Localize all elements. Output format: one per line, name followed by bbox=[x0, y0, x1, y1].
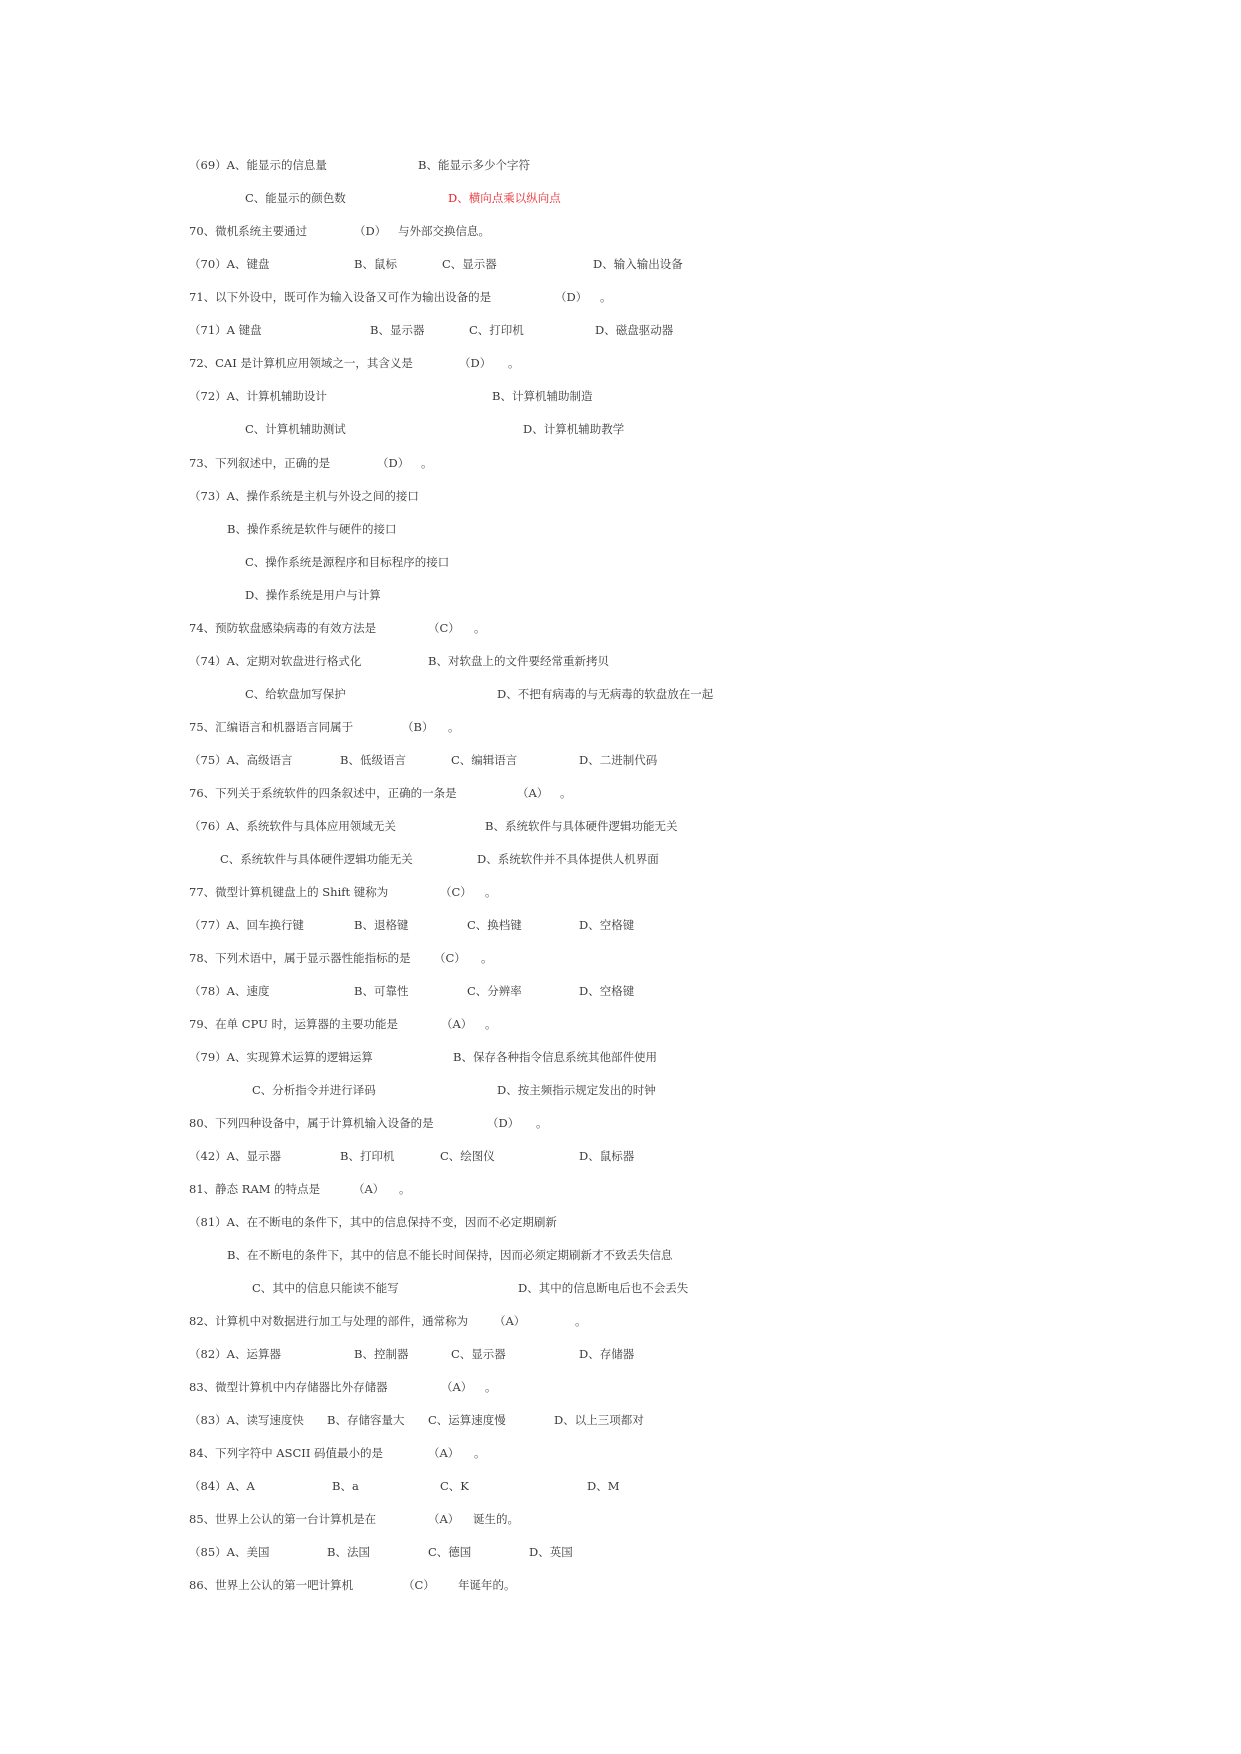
question-line bbox=[0, 1113, 1241, 1133]
question-line bbox=[0, 1146, 1241, 1166]
line-text: 78、下列术语中，属于显示器性能指标的是 bbox=[189, 951, 411, 965]
line-segment: D、空格键 bbox=[579, 984, 635, 998]
question-line bbox=[0, 155, 1241, 175]
line-text: 85、世界上公认的第一台计算机是在 bbox=[189, 1512, 377, 1526]
line-segment: B、鼠标 bbox=[354, 257, 397, 271]
line-text: （85）A、美国 bbox=[189, 1545, 270, 1559]
question-line bbox=[0, 254, 1241, 274]
line-segment: 。 bbox=[508, 356, 520, 370]
line-segment: B、显示器 bbox=[370, 323, 425, 337]
line-segment: （A） bbox=[353, 1182, 385, 1196]
line-segment: 诞生的。 bbox=[473, 1512, 519, 1526]
line-segment: D、以上三项都对 bbox=[554, 1413, 644, 1427]
question-line bbox=[0, 783, 1241, 803]
line-segment: （D） bbox=[555, 290, 588, 304]
line-segment: B、退格键 bbox=[354, 918, 409, 932]
question-line bbox=[0, 386, 1241, 406]
line-text: B、操作系统是软件与硬件的接口 bbox=[227, 522, 397, 536]
question-line bbox=[0, 1278, 1241, 1298]
line-segment: D、空格键 bbox=[579, 918, 635, 932]
question-line bbox=[0, 1476, 1241, 1496]
question-line bbox=[0, 1245, 1241, 1265]
line-segment: D、计算机辅助教学 bbox=[523, 422, 625, 436]
line-text: 75、汇编语言和机器语言同属于 bbox=[189, 720, 354, 734]
question-line bbox=[0, 1212, 1241, 1232]
question-line bbox=[0, 320, 1241, 340]
line-segment: （A） bbox=[428, 1446, 460, 1460]
line-text: （77）A、回车换行键 bbox=[189, 918, 304, 932]
line-segment: （A） bbox=[428, 1512, 460, 1526]
line-segment: C、显示器 bbox=[442, 257, 497, 271]
line-text: 77、微型计算机键盘上的 Shift 键称为 bbox=[189, 885, 389, 899]
line-segment: B、控制器 bbox=[354, 1347, 409, 1361]
question-line bbox=[0, 419, 1241, 439]
line-segment: 。 bbox=[536, 1116, 548, 1130]
question-line bbox=[0, 1179, 1241, 1199]
line-text: C、操作系统是源程序和目标程序的接口 bbox=[245, 555, 450, 569]
question-line bbox=[0, 1443, 1241, 1463]
line-segment: 。 bbox=[448, 720, 460, 734]
line-segment: B、法国 bbox=[327, 1545, 370, 1559]
line-segment: （D） bbox=[459, 356, 492, 370]
question-line bbox=[0, 1080, 1241, 1100]
line-text: C、能显示的颜色数 bbox=[245, 191, 346, 205]
line-text: 82、计算机中对数据进行加工与处理的部件，通常称为 bbox=[189, 1314, 469, 1328]
line-text: （72）A、计算机辅助设计 bbox=[189, 389, 327, 403]
question-line bbox=[0, 552, 1241, 572]
line-segment: （A） bbox=[441, 1380, 473, 1394]
line-text: C、分析指令并进行译码 bbox=[252, 1083, 376, 1097]
question-line bbox=[0, 486, 1241, 506]
line-text: C、给软盘加写保护 bbox=[245, 687, 346, 701]
line-segment: 。 bbox=[474, 621, 486, 635]
line-text: （81）A、在不断电的条件下，其中的信息保持不变，因而不必定期刷新 bbox=[189, 1215, 557, 1229]
line-segment: C、打印机 bbox=[469, 323, 524, 337]
line-segment: （C） bbox=[434, 951, 466, 965]
line-segment: D、二进制代码 bbox=[579, 753, 658, 767]
line-segment: B、保存各种指令信息系统其他部件使用 bbox=[453, 1050, 657, 1064]
line-segment: C、运算速度慢 bbox=[428, 1413, 506, 1427]
line-segment: B、系统软件与具体硬件逻辑功能无关 bbox=[485, 819, 678, 833]
line-segment: C、德国 bbox=[428, 1545, 472, 1559]
question-line bbox=[0, 1014, 1241, 1034]
line-segment: （B） bbox=[402, 720, 434, 734]
line-text: 71、以下外设中，既可作为输入设备又可作为输出设备的是 bbox=[189, 290, 492, 304]
line-text: 86、世界上公认的第一吧计算机 bbox=[189, 1578, 354, 1592]
line-segment: D、磁盘驱动器 bbox=[595, 323, 674, 337]
line-segment: C、编辑语言 bbox=[451, 753, 518, 767]
line-segment: C、换档键 bbox=[467, 918, 522, 932]
line-segment: D、系统软件并不具体提供人机界面 bbox=[477, 852, 659, 866]
line-segment: D、英国 bbox=[529, 1545, 573, 1559]
line-text: 83、微型计算机中内存储器比外存储器 bbox=[189, 1380, 388, 1394]
question-line bbox=[0, 816, 1241, 836]
line-segment: C、K bbox=[440, 1479, 469, 1493]
line-text: B、在不断电的条件下，其中的信息不能长时间保持，因而必须定期刷新才不致丢失信息 bbox=[227, 1248, 673, 1262]
line-text: 72、CAI 是计算机应用领域之一，其含义是 bbox=[189, 356, 413, 370]
line-segment: B、打印机 bbox=[340, 1149, 395, 1163]
line-text: 84、下列字符中 ASCII 码值最小的是 bbox=[189, 1446, 384, 1460]
line-segment: D、存储器 bbox=[579, 1347, 635, 1361]
line-text: 80、下列四种设备中，属于计算机输入设备的是 bbox=[189, 1116, 434, 1130]
line-segment: B、能显示多少个字符 bbox=[418, 158, 530, 172]
question-line bbox=[0, 287, 1241, 307]
question-line bbox=[0, 519, 1241, 539]
line-text: （69）A、能显示的信息量 bbox=[189, 158, 327, 172]
line-text: 73、下列叙述中，正确的是 bbox=[189, 456, 331, 470]
question-line bbox=[0, 1311, 1241, 1331]
question-line bbox=[0, 453, 1241, 473]
line-segment: （D） bbox=[354, 224, 387, 238]
line-segment: D、按主频指示规定发出的时钟 bbox=[497, 1083, 656, 1097]
line-text: C、计算机辅助测试 bbox=[245, 422, 346, 436]
answer-highlight: D、横向点乘以纵向点 bbox=[448, 191, 561, 205]
line-segment: B、存储容量大 bbox=[327, 1413, 405, 1427]
line-segment: 。 bbox=[485, 885, 497, 899]
line-text: 70、微机系统主要通过 bbox=[189, 224, 308, 238]
line-text: （75）A、高级语言 bbox=[189, 753, 293, 767]
line-segment: （C） bbox=[403, 1578, 435, 1592]
line-segment: （C） bbox=[440, 885, 472, 899]
line-segment: 。 bbox=[560, 786, 572, 800]
line-segment: 。 bbox=[575, 1314, 587, 1328]
line-segment: D、输入输出设备 bbox=[593, 257, 683, 271]
line-text: C、其中的信息只能读不能写 bbox=[252, 1281, 399, 1295]
line-segment: 。 bbox=[600, 290, 612, 304]
line-segment: D、其中的信息断电后也不会丢失 bbox=[518, 1281, 689, 1295]
line-segment: B、可靠性 bbox=[354, 984, 409, 998]
line-text: （78）A、速度 bbox=[189, 984, 270, 998]
line-segment: B、a bbox=[332, 1479, 359, 1493]
line-text: （74）A、定期对软盘进行格式化 bbox=[189, 654, 362, 668]
question-line bbox=[0, 849, 1241, 869]
line-text: （42）A、显示器 bbox=[189, 1149, 281, 1163]
line-text: 81、静态 RAM 的特点是 bbox=[189, 1182, 321, 1196]
question-line bbox=[0, 353, 1241, 373]
line-segment: C、绘图仪 bbox=[440, 1149, 495, 1163]
line-segment: 。 bbox=[481, 951, 493, 965]
line-segment: B、对软盘上的文件要经常重新拷贝 bbox=[428, 654, 609, 668]
question-line bbox=[0, 882, 1241, 902]
line-text: （79）A、实现算术运算的逻辑运算 bbox=[189, 1050, 373, 1064]
question-line bbox=[0, 915, 1241, 935]
line-text: （82）A、运算器 bbox=[189, 1347, 281, 1361]
question-line bbox=[0, 1542, 1241, 1562]
line-segment: 。 bbox=[399, 1182, 411, 1196]
line-segment: （D） bbox=[487, 1116, 520, 1130]
question-line bbox=[0, 1344, 1241, 1364]
line-segment: （A） bbox=[517, 786, 549, 800]
line-segment: 。 bbox=[485, 1380, 497, 1394]
line-segment: 年诞年的。 bbox=[458, 1578, 516, 1592]
line-segment: （C） bbox=[428, 621, 460, 635]
line-segment: C、分辨率 bbox=[467, 984, 522, 998]
question-line bbox=[0, 750, 1241, 770]
line-text: （71）A 键盘 bbox=[189, 323, 262, 337]
line-text: C、系统软件与具体硬件逻辑功能无关 bbox=[220, 852, 413, 866]
question-line bbox=[0, 1575, 1241, 1595]
line-segment: 与外部交换信息。 bbox=[398, 224, 490, 238]
question-line bbox=[0, 1509, 1241, 1529]
line-segment: C、显示器 bbox=[451, 1347, 506, 1361]
line-segment: B、计算机辅助制造 bbox=[492, 389, 593, 403]
line-segment: （D） bbox=[377, 456, 410, 470]
line-text: 74、预防软盘感染病毒的有效方法是 bbox=[189, 621, 377, 635]
question-line bbox=[0, 618, 1241, 638]
line-text: （83）A、读写速度快 bbox=[189, 1413, 304, 1427]
line-segment: （A） bbox=[441, 1017, 473, 1031]
line-text: D、操作系统是用户与计算 bbox=[245, 588, 381, 602]
line-segment: B、低级语言 bbox=[340, 753, 406, 767]
question-line bbox=[0, 188, 1241, 208]
question-line bbox=[0, 221, 1241, 241]
line-segment: D、M bbox=[587, 1479, 620, 1493]
question-line bbox=[0, 981, 1241, 1001]
question-line bbox=[0, 948, 1241, 968]
question-line bbox=[0, 684, 1241, 704]
line-text: （84）A、A bbox=[189, 1479, 255, 1493]
line-text: （70）A、键盘 bbox=[189, 257, 270, 271]
question-line bbox=[0, 651, 1241, 671]
line-text: （73）A、操作系统是主机与外设之间的接口 bbox=[189, 489, 419, 503]
question-line bbox=[0, 1410, 1241, 1430]
question-line bbox=[0, 1047, 1241, 1067]
line-text: 79、在单 CPU 时，运算器的主要功能是 bbox=[189, 1017, 398, 1031]
line-text: 76、下列关于系统软件的四条叙述中，正确的一条是 bbox=[189, 786, 457, 800]
line-segment: 。 bbox=[485, 1017, 497, 1031]
question-line bbox=[0, 585, 1241, 605]
line-segment: D、不把有病毒的与无病毒的软盘放在一起 bbox=[497, 687, 714, 701]
line-text: （76）A、系统软件与具体应用领域无关 bbox=[189, 819, 396, 833]
line-segment: （A） bbox=[494, 1314, 526, 1328]
line-segment: 。 bbox=[421, 456, 433, 470]
question-line bbox=[0, 1377, 1241, 1397]
line-segment: 。 bbox=[474, 1446, 486, 1460]
question-line bbox=[0, 717, 1241, 737]
line-segment: D、鼠标器 bbox=[579, 1149, 635, 1163]
